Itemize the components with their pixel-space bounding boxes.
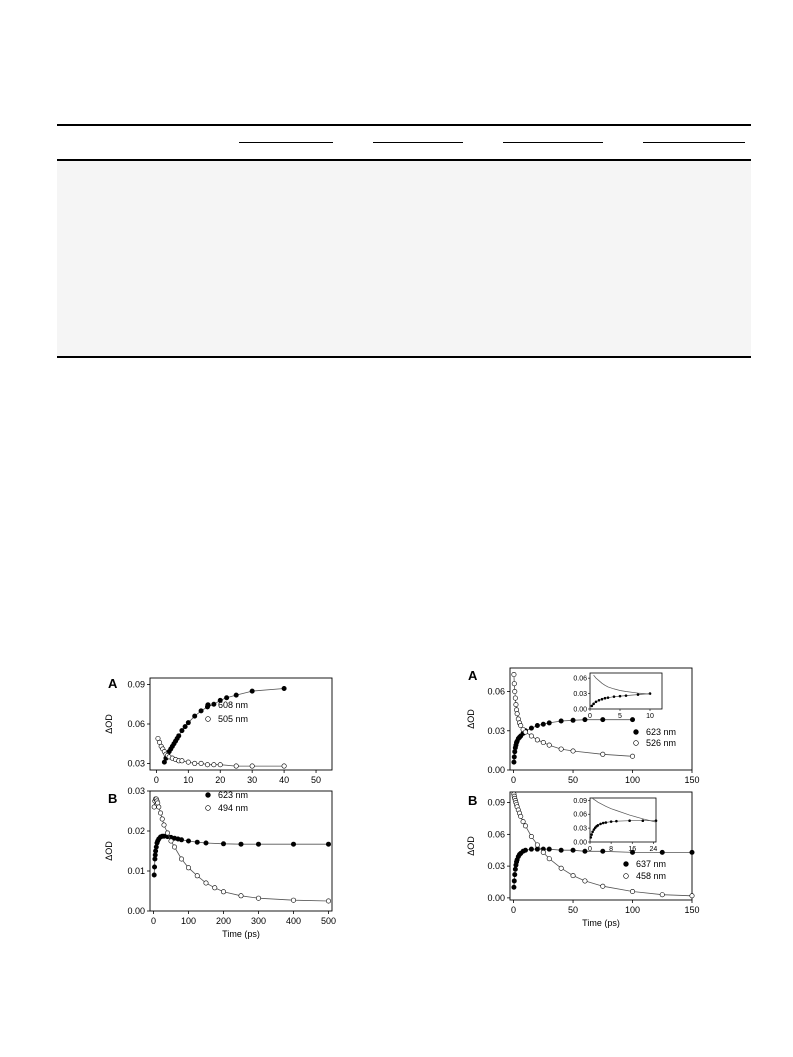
open-marker — [158, 811, 162, 815]
panel-a — [466, 668, 700, 785]
panel-letter: A — [108, 676, 118, 691]
table-block — [57, 124, 751, 358]
column-group-rule-2 — [373, 142, 463, 143]
open-marker — [291, 898, 295, 902]
inset-x-tick-label: 0 — [588, 713, 592, 720]
inset-marker — [613, 695, 616, 698]
table-bottom-rule — [57, 356, 751, 358]
inset-frame — [590, 798, 656, 842]
x-tick-label: 400 — [285, 916, 302, 926]
open-marker — [234, 764, 238, 768]
open-marker — [179, 857, 183, 861]
legend-label: 505 nm — [218, 714, 249, 724]
x-tick-label: 20 — [215, 775, 226, 785]
open-marker — [521, 819, 525, 823]
filled-marker — [199, 709, 203, 713]
x-tick-label: 0 — [153, 775, 159, 785]
inset-marker — [610, 820, 613, 823]
x-tick-label: 150 — [684, 905, 700, 915]
x-tick-label: 300 — [250, 916, 267, 926]
y-axis-label: ΔOD — [466, 836, 476, 856]
inset — [573, 673, 662, 720]
inset-marker — [601, 698, 604, 701]
open-marker — [514, 702, 518, 706]
inset-marker — [599, 823, 602, 826]
filled-marker — [535, 847, 539, 851]
x-tick-label: 100 — [625, 775, 641, 785]
open-marker — [660, 893, 664, 897]
y-tick-label: 0.03 — [487, 861, 505, 872]
open-marker — [515, 712, 519, 716]
inset-y-tick-label: 0.06 — [573, 811, 587, 819]
open-marker — [535, 738, 539, 742]
legend-marker — [206, 793, 211, 798]
x-tick-label: 500 — [320, 916, 337, 926]
x-tick-label: 50 — [568, 775, 579, 785]
legend-marker — [634, 741, 639, 746]
filled-marker — [583, 849, 587, 853]
filled-marker — [583, 717, 587, 721]
filled-marker — [512, 885, 516, 889]
inset-marker — [625, 694, 628, 697]
inset-x-tick-label: 0 — [588, 846, 592, 853]
y-tick-label: 0.06 — [487, 829, 505, 840]
inset — [573, 798, 657, 853]
inset-x-tick-label: 8 — [609, 846, 614, 853]
inset-marker — [595, 701, 598, 704]
filled-marker — [212, 702, 216, 706]
panel-letter: B — [108, 791, 118, 806]
filled-marker — [234, 693, 238, 697]
open-marker — [529, 734, 533, 738]
inset-marker — [605, 821, 608, 824]
filled-marker — [152, 873, 156, 877]
table-header-rule — [57, 159, 751, 161]
x-tick-label: 200 — [215, 916, 232, 926]
open-marker — [195, 874, 199, 878]
panel-letter: A — [468, 668, 478, 683]
legend-label: 623 nm — [646, 727, 677, 737]
x-tick-label: 40 — [279, 775, 290, 785]
x-tick-label: 150 — [684, 775, 700, 785]
open-marker — [204, 881, 208, 885]
filled-marker — [559, 719, 563, 723]
y-tick-label: 0.06 — [487, 686, 505, 697]
legend-marker — [624, 874, 629, 879]
column-group-rule-3 — [503, 142, 603, 143]
x-tick-label: 0 — [511, 905, 517, 915]
filled-marker — [183, 724, 187, 728]
legend-label: 494 nm — [218, 803, 249, 813]
inset-marker — [590, 833, 593, 836]
filled-marker — [559, 848, 563, 852]
filled-marker — [601, 717, 605, 721]
legend-marker — [634, 730, 639, 735]
inset-marker — [592, 703, 595, 706]
filled-marker — [180, 728, 184, 732]
inset-y-tick-label: 0.03 — [573, 825, 587, 833]
filled-marker — [512, 760, 516, 764]
legend-label: 623 nm — [218, 790, 249, 800]
y-tick-label: 0.03 — [127, 758, 145, 769]
filled-marker — [282, 686, 286, 690]
inset-marker — [637, 693, 640, 696]
open-marker — [512, 672, 516, 676]
y-axis-label: ΔOD — [104, 714, 114, 734]
open-marker — [601, 752, 605, 756]
open-marker — [559, 747, 563, 751]
y-tick-label: 0.02 — [127, 826, 145, 836]
filled-marker — [256, 842, 260, 846]
filled-marker — [291, 842, 295, 846]
fit-curve-2 — [154, 799, 328, 901]
open-marker — [162, 823, 166, 827]
y-tick-label: 0.03 — [127, 786, 145, 796]
open-marker — [165, 831, 169, 835]
open-marker — [541, 740, 545, 744]
legend-label: 637 nm — [636, 859, 667, 869]
filled-marker — [547, 847, 551, 851]
open-marker — [583, 879, 587, 883]
filled-marker — [541, 722, 545, 726]
filled-marker — [660, 850, 664, 854]
filled-marker — [179, 838, 183, 842]
filled-marker — [326, 842, 330, 846]
open-marker — [519, 723, 523, 727]
open-marker — [630, 889, 634, 893]
filled-marker — [195, 840, 199, 844]
inset-x-tick-label: 24 — [649, 846, 658, 853]
open-marker — [519, 814, 523, 818]
y-axis-label: ΔOD — [104, 841, 114, 861]
y-tick-label: 0.00 — [127, 906, 145, 916]
open-marker — [180, 759, 184, 763]
inset-marker — [591, 705, 594, 708]
y-tick-label: 0.09 — [487, 797, 505, 808]
inset-marker — [628, 819, 631, 822]
panel-b — [104, 786, 336, 939]
inset-y-tick-label: 0.00 — [573, 706, 587, 714]
open-marker — [513, 696, 517, 700]
x-tick-label: 50 — [311, 775, 322, 785]
open-marker — [547, 857, 551, 861]
column-group-rule-1 — [239, 142, 333, 143]
open-marker — [239, 894, 243, 898]
filled-marker — [601, 849, 605, 853]
open-marker — [547, 743, 551, 747]
open-marker — [571, 873, 575, 877]
legend-label: 458 nm — [636, 871, 667, 881]
filled-marker — [239, 842, 243, 846]
legend-marker — [624, 862, 629, 867]
filled-marker — [523, 848, 527, 852]
x-tick-label: 0 — [511, 775, 517, 785]
filled-marker — [152, 865, 156, 869]
inset-frame — [590, 673, 662, 709]
legend-marker — [206, 717, 211, 722]
open-marker — [256, 896, 260, 900]
inset-x-tick-label: 10 — [646, 713, 654, 720]
open-marker — [205, 763, 209, 767]
figure-left — [100, 668, 350, 948]
panel-letter: B — [468, 793, 478, 808]
y-axis-label: ΔOD — [466, 709, 476, 729]
open-marker — [160, 817, 164, 821]
open-marker — [213, 886, 217, 890]
y-tick-label: 0.00 — [487, 892, 505, 903]
filled-marker — [529, 726, 533, 730]
filled-marker — [250, 689, 254, 693]
open-marker — [535, 843, 539, 847]
inset-x-tick-label: 5 — [618, 713, 622, 720]
y-tick-label: 0.03 — [487, 725, 505, 736]
open-marker — [541, 850, 545, 854]
legend-marker — [206, 703, 211, 708]
inset-x-tick-label: 16 — [628, 846, 637, 853]
filled-marker — [529, 847, 533, 851]
open-marker — [250, 764, 254, 768]
table-body-shading — [57, 160, 751, 357]
filled-marker — [204, 841, 208, 845]
y-tick-label: 0.00 — [487, 765, 505, 775]
x-tick-label: 30 — [247, 775, 258, 785]
open-marker — [193, 761, 197, 765]
figure-right — [460, 662, 710, 942]
filled-marker — [193, 714, 197, 718]
filled-marker — [571, 718, 575, 722]
open-marker — [513, 689, 517, 693]
open-marker — [690, 894, 694, 898]
open-marker — [523, 824, 527, 828]
x-tick-label: 100 — [625, 905, 641, 915]
open-marker — [218, 763, 222, 767]
legend-label: 526 nm — [646, 738, 677, 748]
inset-y-tick-label: 0.00 — [573, 839, 587, 847]
filled-marker — [547, 721, 551, 725]
inset-y-tick-label: 0.06 — [573, 675, 587, 683]
open-marker — [156, 801, 160, 805]
open-marker — [169, 839, 173, 843]
x-axis-label: Time (ps) — [222, 929, 260, 939]
legend-label: 608 nm — [218, 700, 249, 710]
open-marker — [512, 681, 516, 685]
filled-marker — [186, 720, 190, 724]
inset-y-tick-label: 0.03 — [573, 691, 587, 699]
filled-marker — [186, 839, 190, 843]
inset-marker — [591, 831, 594, 834]
filled-marker — [690, 850, 694, 854]
open-marker — [221, 890, 225, 894]
x-tick-label: 50 — [568, 905, 579, 915]
filled-marker — [512, 755, 516, 759]
x-tick-label: 0 — [150, 916, 157, 926]
filled-marker — [513, 867, 517, 871]
filled-marker — [630, 717, 634, 721]
open-marker — [559, 866, 563, 870]
filled-marker — [513, 872, 517, 876]
y-tick-label: 0.09 — [127, 679, 145, 690]
open-marker — [152, 805, 156, 809]
table-top-rule — [57, 124, 751, 126]
plot-frame — [150, 678, 332, 770]
filled-marker — [571, 848, 575, 852]
filled-marker — [535, 723, 539, 727]
open-marker — [282, 764, 286, 768]
y-tick-label: 0.06 — [127, 719, 145, 729]
filled-marker — [221, 842, 225, 846]
x-axis-label: Time (ps) — [582, 918, 620, 928]
inset-marker — [649, 692, 652, 695]
panel-a — [104, 676, 332, 785]
inset-marker — [602, 822, 605, 825]
column-group-rule-4 — [643, 142, 745, 143]
y-tick-label: 0.01 — [127, 866, 145, 876]
open-marker — [523, 730, 527, 734]
x-tick-label: 10 — [183, 775, 194, 785]
inset-marker — [589, 836, 592, 839]
inset-marker — [607, 696, 610, 699]
inset-marker — [615, 820, 618, 823]
legend-marker — [206, 806, 211, 811]
open-marker — [571, 749, 575, 753]
inset-marker — [597, 824, 600, 827]
filled-marker — [512, 879, 516, 883]
panel-b — [466, 792, 700, 928]
open-marker — [199, 761, 203, 765]
open-marker — [186, 866, 190, 870]
open-marker — [157, 805, 161, 809]
open-marker — [601, 884, 605, 888]
open-marker — [186, 760, 190, 764]
filled-marker — [154, 845, 158, 849]
open-marker — [529, 834, 533, 838]
open-marker — [630, 754, 634, 758]
open-marker — [212, 763, 216, 767]
inset-marker — [604, 697, 607, 700]
open-marker — [326, 899, 330, 903]
filled-marker — [177, 734, 181, 738]
inset-marker — [598, 699, 601, 702]
inset-y-tick-label: 0.09 — [573, 797, 587, 805]
filled-marker — [153, 849, 157, 853]
inset-marker — [642, 819, 645, 822]
inset-marker — [619, 695, 622, 698]
x-tick-label: 100 — [180, 916, 197, 926]
open-marker — [172, 845, 176, 849]
